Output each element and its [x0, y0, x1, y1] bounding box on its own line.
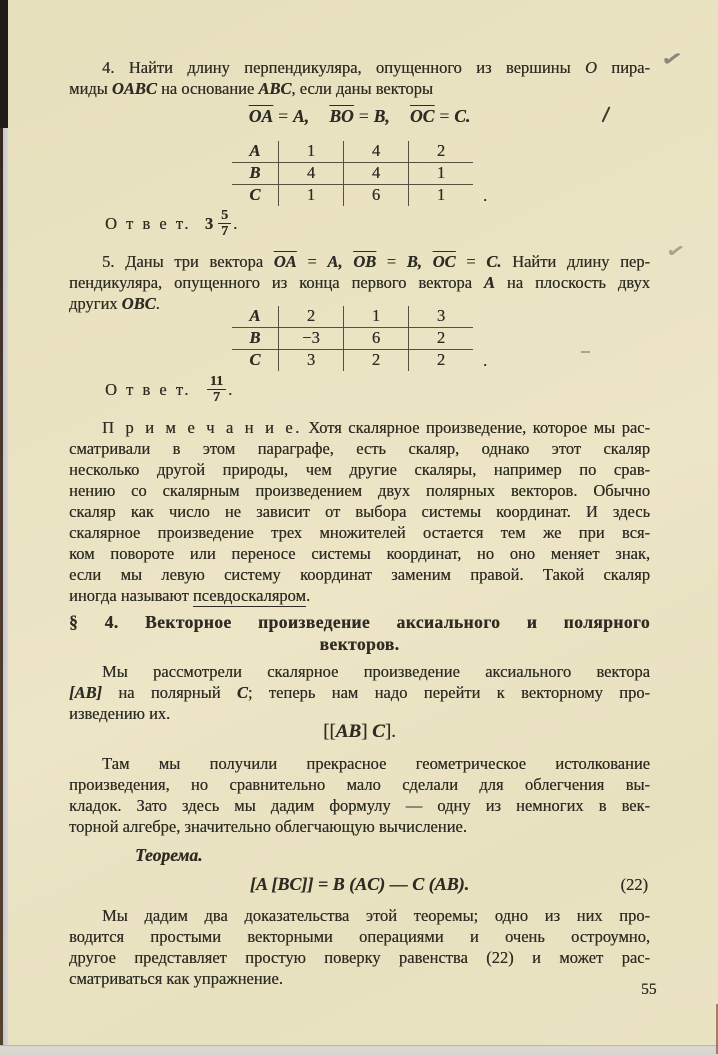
note-text: ком повороте или переносе системы координат, но оно меняет знак, — [69, 544, 650, 563]
math-var: C — [236, 683, 248, 702]
math-var: OABC — [111, 79, 157, 98]
bracket: ]. — [384, 721, 396, 742]
cell: 1 — [343, 306, 408, 328]
final-text: Мы дадим два доказательства этой теоремы; одно из них про- — [102, 906, 650, 925]
answer-4 — [105, 208, 237, 239]
intro-text: изведению их. — [69, 704, 171, 723]
data-table-1 — [69, 141, 650, 206]
problem-4-text: миды — [69, 79, 112, 98]
final-text: сматриваться как упражнение. — [69, 969, 283, 988]
page-number-text: 55 — [641, 981, 657, 998]
table-period: . — [482, 186, 488, 205]
intro-text: ; теперь нам надо перейти к векторному про- — [247, 683, 650, 702]
note-text: сматривали в этом параграфе, есть скаляр, однако этот скаляр — [69, 439, 650, 458]
note-text: несколько другой природы, чем другие скаляры, например по срав- — [69, 460, 650, 479]
final-line — [69, 905, 650, 926]
theorem-label — [135, 845, 203, 866]
vector-name: A, — [292, 106, 309, 126]
note-line — [69, 501, 650, 522]
cell: 1 — [408, 185, 473, 207]
body-text: торной алгебре, значительно облегчающую вычисление. — [69, 817, 467, 836]
equation-22 — [69, 874, 650, 895]
cell: 3 — [278, 350, 343, 372]
cell: 2 — [408, 141, 473, 163]
table-period: . — [482, 351, 488, 370]
numerator: 11 — [207, 374, 226, 390]
book-spine-corner — [0, 0, 8, 128]
body-line — [69, 816, 650, 837]
final-line — [69, 926, 650, 947]
vector-symbol: $\overline{OA}$ — [248, 106, 274, 126]
table-row — [232, 141, 473, 163]
final-line — [69, 968, 650, 989]
vector-equation — [329, 106, 389, 126]
period: . — [228, 380, 233, 399]
math-var: [AB] — [69, 683, 102, 702]
problem-4-text: пира- — [596, 58, 650, 77]
table-row — [232, 163, 473, 185]
checkmark-glyph: ✓ — [664, 239, 687, 263]
problem-4-line-2 — [69, 78, 650, 99]
theorem-label-text: Теорема. — [135, 845, 203, 865]
note-line — [69, 585, 650, 606]
note-line — [69, 522, 650, 543]
data-table-2 — [69, 306, 650, 371]
body-text: произведения, но сравнительно мало сделали для облегчения вы- — [69, 775, 650, 794]
period: . — [233, 214, 238, 233]
vector-equation — [249, 106, 309, 126]
bracket: ] — [361, 721, 373, 742]
vector-name: C. — [454, 106, 471, 126]
problem-5-line-2 — [69, 272, 650, 293]
answer-5 — [105, 374, 232, 405]
math-var: C — [372, 721, 385, 742]
display-formula-ab-c — [69, 721, 650, 742]
cell: 3 — [408, 306, 473, 328]
cell: 4 — [343, 163, 408, 185]
equals-sign: = — [466, 252, 476, 271]
note-text: иногда называют — [69, 586, 193, 605]
cell: 2 — [343, 350, 408, 372]
intro-text: Мы рассмотрели скалярное произведение аксиального вектора — [102, 662, 650, 681]
body-text: кладок. Зато здесь мы дадим формулу — одну из немногих в век- — [69, 796, 650, 815]
vector-name: B, — [406, 252, 422, 271]
cell: 6 — [343, 328, 408, 350]
note-line — [69, 459, 650, 480]
final-text: водится простыми векторными операциями и очень остроумно, — [69, 927, 650, 946]
note-text: скаляр как число не зависит от выбора системы координат. И здесь — [69, 502, 650, 521]
section-heading-line-1 — [69, 612, 650, 633]
cell: 6 — [343, 185, 408, 207]
problem-5-text: 5. Даны три вектора — [102, 252, 274, 271]
row-label: A — [232, 306, 279, 328]
page-number — [641, 981, 657, 999]
vector-equation — [410, 106, 470, 126]
table-row — [232, 306, 473, 328]
cell: 2 — [408, 350, 473, 372]
bracket: [[ — [323, 721, 336, 742]
denominator: 7 — [221, 224, 229, 239]
equals-sign: = — [307, 252, 317, 271]
math-var: O — [584, 58, 597, 77]
answer-label: О т в е т. — [105, 380, 191, 399]
equation-body: [A [BC]] = B (AC) — C (AB). — [249, 874, 470, 894]
table-row — [232, 350, 473, 372]
note-line — [69, 417, 650, 438]
vector-name: A, — [327, 252, 343, 271]
final-line — [69, 947, 650, 968]
problem-5-text: Найти длину пер- — [501, 252, 650, 271]
equation-number: (22) — [620, 875, 648, 894]
denominator: 7 — [212, 390, 220, 405]
table-row — [232, 328, 473, 350]
vector-name: B, — [373, 106, 390, 126]
cell: −3 — [278, 328, 343, 350]
intro-line — [69, 682, 650, 703]
vector-symbol: $\overline{OB}$ — [353, 252, 377, 271]
equals-sign: = — [386, 252, 397, 271]
pencil-checkmark-icon — [659, 45, 685, 73]
note-line — [69, 543, 650, 564]
equals-sign: = — [439, 106, 450, 126]
vector-symbol: $\overline{OC}$ — [432, 252, 456, 271]
section-heading-line-2 — [69, 634, 650, 655]
vector-symbol: $\overline{OC}$ — [410, 106, 435, 126]
problem-4-text: , если даны векторы — [291, 79, 433, 98]
math-var: A — [483, 273, 495, 292]
note-text: Хотя скалярное произведение, которое мы рас- — [301, 418, 650, 437]
numerator: 5 — [218, 208, 231, 224]
problem-4-text: 4. Найти длину перпендикуляра, опущенного из вершины — [102, 58, 585, 77]
note-label: П р и м е ч а н и е. — [102, 418, 302, 437]
note-text: скалярное произведение трех множителей остается тем же при вся- — [69, 523, 650, 542]
cell: 4 — [278, 163, 343, 185]
table-row — [232, 185, 473, 207]
cell: 2 — [408, 328, 473, 350]
intro-text: на полярный — [102, 683, 237, 702]
note-line — [69, 480, 650, 501]
vector-symbol: $\overline{OA}$ — [273, 252, 297, 271]
problem-5-text: . — [155, 294, 160, 313]
math-var: ABC — [258, 79, 292, 98]
body-line — [69, 774, 650, 795]
row-label: C — [249, 185, 261, 204]
note-text: если мы левую систему координат заменим правой. Такой скаляр — [69, 565, 650, 584]
equals-sign: = — [358, 106, 369, 126]
note-line — [69, 564, 650, 585]
scan-bottom-edge — [0, 1045, 718, 1055]
row-label: B — [232, 163, 279, 185]
final-text: другое представляет простую поверку равенства (22) и может рас- — [69, 948, 650, 967]
body-text: Там мы получили прекрасное геометрическое истолкование — [102, 754, 650, 773]
problem-4-line-1 — [69, 57, 650, 78]
underlined-term: псевдоскаляром — [192, 586, 306, 605]
problem-4-text: на основание — [156, 79, 259, 98]
cell: 1 — [278, 141, 343, 163]
vector-name: C. — [486, 252, 502, 271]
pencil-checkmark-icon — [664, 240, 686, 264]
math-var: AB — [335, 721, 362, 742]
fraction — [218, 208, 231, 239]
note-line — [69, 438, 650, 459]
row-label: A — [232, 141, 279, 163]
answer-label: О т в е т. — [105, 214, 191, 233]
row-label: B — [232, 328, 279, 350]
scan-left-gutter — [3, 0, 8, 1055]
equals-sign: = — [278, 106, 288, 126]
coordinates-table — [232, 306, 473, 371]
math-var: OBC — [121, 294, 156, 313]
section-heading-text: § 4. Векторное произведение аксиального и полярного — [69, 612, 650, 632]
body-line — [69, 795, 650, 816]
fraction — [207, 374, 226, 405]
cell: 2 — [278, 306, 343, 328]
pencil-dash-mark — [581, 351, 590, 353]
problem-5-text: на плоскость двух — [494, 273, 650, 292]
whole-number: 3 — [204, 214, 214, 233]
row-label: C — [249, 350, 261, 369]
vector-definitions-formula — [69, 106, 650, 127]
cell: 1 — [278, 185, 343, 207]
problem-5-text: других — [69, 294, 122, 313]
cell: 4 — [343, 141, 408, 163]
problem-5-text: пендикуляра, опущенного из конца первого вектора — [69, 273, 484, 292]
checkmark-glyph: ✓ — [658, 45, 685, 73]
section-heading-text: векторов. — [319, 634, 400, 654]
coordinates-table — [232, 141, 473, 206]
intro-line — [69, 661, 650, 682]
vector-symbol: $\overline{BO}$ — [329, 106, 354, 126]
body-line — [69, 753, 650, 774]
note-text: . — [305, 586, 311, 605]
cell: 1 — [408, 163, 473, 185]
problem-5-line-1 — [69, 251, 650, 272]
book-spine-edge — [0, 0, 3, 1055]
note-text: нению со скалярным произведением двух полярных векторов. Обычно — [69, 481, 650, 500]
